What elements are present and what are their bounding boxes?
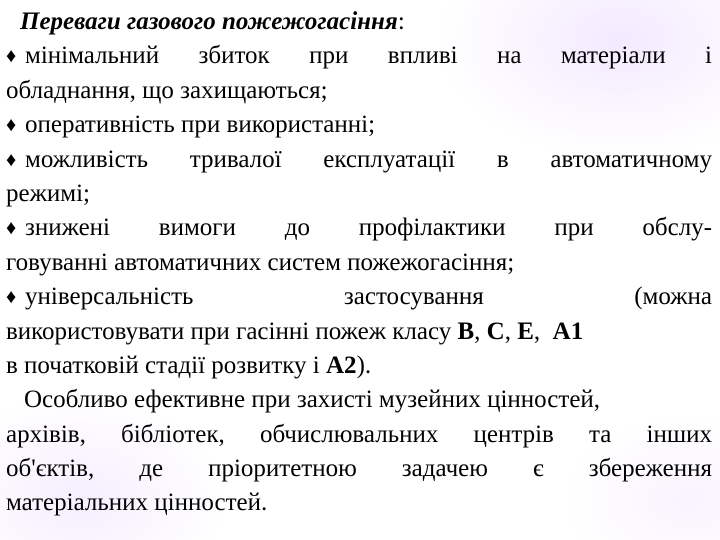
paragraph-line-4: матеріальних цінностей. — [6, 489, 268, 517]
diamond-bullet-icon: ♦ — [6, 45, 17, 68]
word: експлуатації — [323, 145, 456, 173]
word: при — [309, 42, 349, 70]
word: де — [139, 455, 164, 483]
word: інших — [646, 420, 712, 448]
bullet-4-line-2: говуванні автоматичних систем пожежогасіння; — [6, 248, 515, 276]
text-end: ). — [356, 351, 372, 379]
bullet-5-first — [6, 280, 193, 314]
word: впливі — [387, 42, 458, 70]
fire-class-b: В — [457, 317, 475, 345]
word: бібліотек, — [121, 420, 225, 448]
bullet-1-line-1 — [6, 39, 712, 73]
word: архівів, — [6, 420, 86, 448]
word: при — [554, 214, 594, 242]
word: задачею — [401, 455, 488, 483]
word: і — [705, 42, 712, 70]
paragraph-line-3 — [6, 452, 712, 486]
title-text: Переваги газового пожежогасіння — [20, 8, 398, 35]
bullet-5-line-2 — [6, 315, 712, 349]
word: профілактики — [358, 214, 506, 242]
bullet-4-first — [6, 211, 110, 245]
word: застосування — [343, 283, 484, 311]
bullet-3-line-1 — [6, 143, 712, 177]
word: обслу- — [642, 214, 712, 242]
fire-class-c: С — [486, 317, 505, 345]
word: мінімальний — [25, 42, 160, 70]
word: об'єктів, — [6, 455, 95, 483]
bullet-5-line-3 — [6, 349, 712, 383]
fire-class-a1: А1 — [552, 317, 584, 345]
bullet-5-line-1 — [6, 280, 712, 314]
word: на — [496, 42, 522, 70]
bullet-1-line-2: обладнання, що захищаються; — [6, 76, 328, 104]
word: до — [284, 214, 310, 242]
word: центрів — [473, 420, 554, 448]
word: автоматичному — [550, 145, 712, 173]
bullet-2-text: оперативність при використанні; — [25, 111, 376, 139]
word: в — [496, 145, 509, 173]
diamond-bullet-icon: ♦ — [6, 114, 17, 137]
text: використовувати при гасінні пожеж класу — [6, 317, 452, 345]
bullet-3-line-2: режимі; — [6, 179, 90, 207]
word: (можна — [634, 283, 712, 311]
slide-title — [6, 5, 712, 39]
word: пріоритетною — [208, 455, 357, 483]
word: матеріали — [560, 42, 666, 70]
word: збереження — [588, 455, 712, 483]
word: збиток — [198, 42, 270, 70]
word: універсальність — [25, 283, 194, 311]
bullet-4-line-1 — [6, 211, 712, 245]
diamond-bullet-icon: ♦ — [6, 217, 17, 240]
separator: , — [474, 317, 481, 345]
diamond-bullet-icon: ♦ — [6, 148, 17, 171]
text: в початковій стадії розвитку і — [6, 351, 320, 379]
word: знижені — [25, 214, 110, 242]
slide-text — [6, 5, 712, 521]
word: є — [532, 455, 544, 483]
bullet-2-line-1 — [6, 108, 712, 142]
fire-class-a2: А2 — [326, 351, 357, 379]
paragraph-line-1: Особливо ефективне при захисті музейних цінностей, — [24, 386, 601, 414]
bullet-1-first — [6, 39, 159, 73]
paragraph-line-2 — [6, 418, 712, 452]
word: та — [589, 420, 612, 448]
fire-class-e: Е — [517, 317, 534, 345]
separator: , — [504, 317, 511, 345]
word: тривалої — [189, 145, 282, 173]
title-colon: : — [397, 8, 405, 35]
word: обчислювальних — [259, 420, 439, 448]
diamond-bullet-icon: ♦ — [6, 286, 17, 309]
bullet-3-first — [6, 143, 148, 177]
word: вимоги — [158, 214, 236, 242]
separator: , — [533, 317, 541, 345]
word: можливість — [25, 145, 148, 173]
